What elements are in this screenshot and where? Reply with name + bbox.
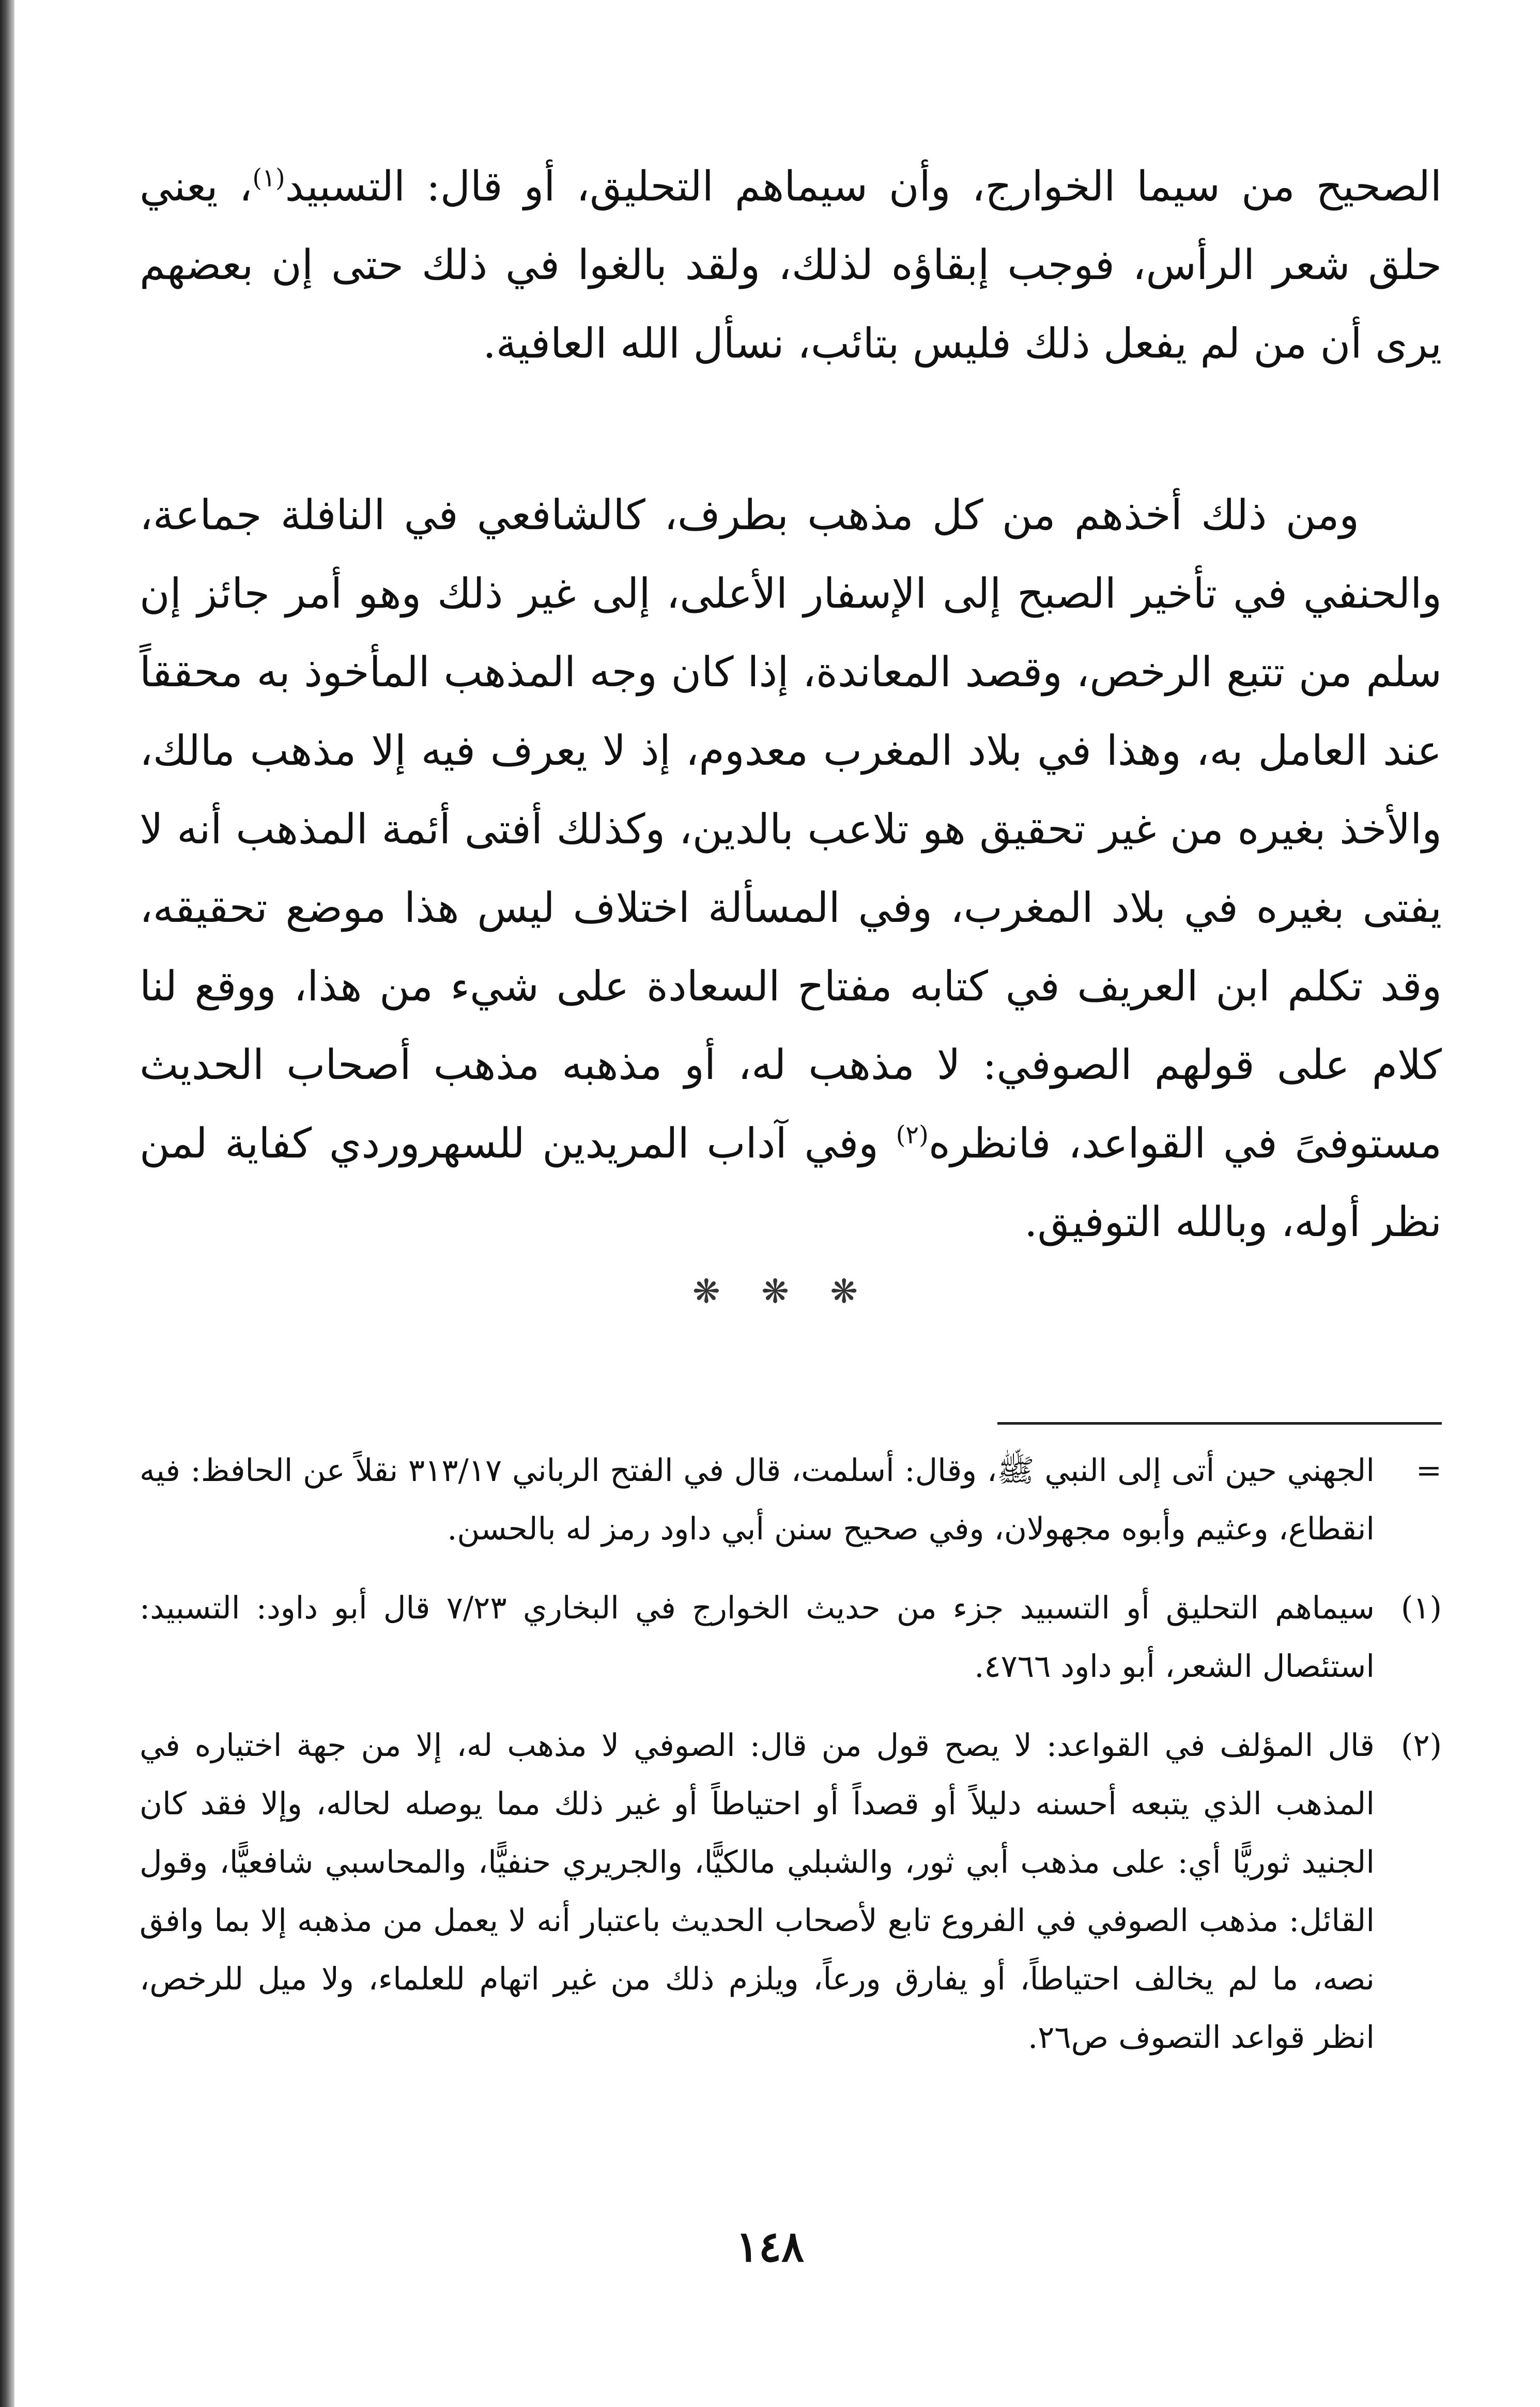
footnote-text: قال المؤلف في القواعد: لا يصح قول من قال: الصوفي لا مذهب له، إلا من جهة اختياره في المذهب الذي يتبعه أحسنه دليلاً أو قصداً أو احتياطاً أو غير ذلك مما يوصله لحاله، وإلا فقد كان الجنيد ثوريًّا أي: على مذهب أبي ثور، والشبلي مالكيًّا، والجريري حنفيًّا، والمحاسبي شافعيًّا، وقول القائل: مذهب الصوفي في الفروع تابع لأصحاب الحديث باعتبار أنه لا يعمل من مذهبه إلا بما وافق نصه، ما لم يخالف احتياطاً، أو يفارق ورعاً، ويلزم ذلك من غير اتهام للعلماء، ولا ميل للرخص، انظر قواعد التصوف ص٢٦. [140, 1727, 1375, 2056]
footnotes-section [140, 1442, 1442, 2088]
footnote-text: سيماهم التحليق أو التسبيد جزء من حديث الخوارج في البخاري ٧/٢٣ قال أبو داود: التسبيد: استئصال الشعر، أبو داود ٤٧٦٦. [140, 1590, 1375, 1685]
section-divider-ornament [692, 1271, 858, 1313]
footnote-marker: (٢) [1400, 1727, 1442, 1764]
footnote-ref-1: (١) [252, 163, 285, 193]
footnote-separator-line [997, 1422, 1442, 1425]
footnote-ref-2: (٢) [896, 1120, 929, 1150]
footnote-marker: (١) [1400, 1590, 1442, 1626]
flower-ornament-icon: ❋ [692, 1273, 720, 1311]
footnote-2 [140, 1717, 1442, 2067]
footnote-text: الجهني حين أتى إلى النبي ﷺ، وقال: أسلمت، قال في الفتح الرباني ٣١٣/١٧ نقلاً عن الحافظ: فيه انقطاع، وعثيم وأبوه مجهولان، وفي صحيح سنن أبي داود رمز له بالحسن. [140, 1453, 1375, 1547]
paragraph-1 [140, 147, 1442, 383]
flower-ornament-icon: ❋ [830, 1273, 858, 1311]
flower-ornament-icon: ❋ [761, 1273, 789, 1311]
paragraph-2-text: ومن ذلك أخذهم من كل مذهب بطرف، كالشافعي في النافلة جماعة، والحنفي في تأخير الصبح إلى الإسفار الأعلى، إلى غير ذلك وهو أمر جائز إن سلم من تتبع الرخص، وقصد المعاندة، إذا كان وجه المذهب المأخوذ به محققاً عند العامل به، وهذا في بلاد المغرب معدوم، إذ لا يعرف فيه إلا مذهب مالك، والأخذ بغيره من غير تحقيق هو تلاعب بالدين، وكذلك أفتى أئمة المذهب أنه لا يفتى بغيره في بلاد المغرب، وفي المسألة اختلاف ليس هذا موضع تحقيقه، وقد تكلم ابن العريف في كتابه مفتاح السعادة على شيء من هذا، ووقع لنا كلام على قولهم الصوفي: لا مذهب له، أو مذهبه مذهب أصحاب الحديث مستوفىً في القواعد، فانظره [140, 491, 1442, 1167]
paragraph-1-text: الصحيح من سيما الخوارج، وأن سيماهم التحليق، أو قال: التسبيد [285, 162, 1442, 210]
paragraph-2-text-rest: وفي آداب المريدين للسهروردي كفاية لمن نظر أوله، وبالله التوفيق. [140, 1119, 1442, 1246]
page-number: ١٤٨ [735, 2222, 805, 2272]
page-binding-edge [0, 0, 14, 2407]
footnote-marker: = [1415, 1453, 1442, 1489]
footnote-continued [140, 1442, 1442, 1559]
footnote-1 [140, 1579, 1442, 1696]
paragraph-2 [140, 476, 1442, 1261]
paragraph-1-text-rest: ، يعني حلق شعر الرأس، فوجب إبقاؤه لذلك، ولقد بالغوا في ذلك حتى إن بعضهم يرى أن من لم يفعل ذلك فليس بتائب، نسأل الله العافية. [140, 162, 1442, 367]
main-text-body [140, 147, 1442, 1354]
